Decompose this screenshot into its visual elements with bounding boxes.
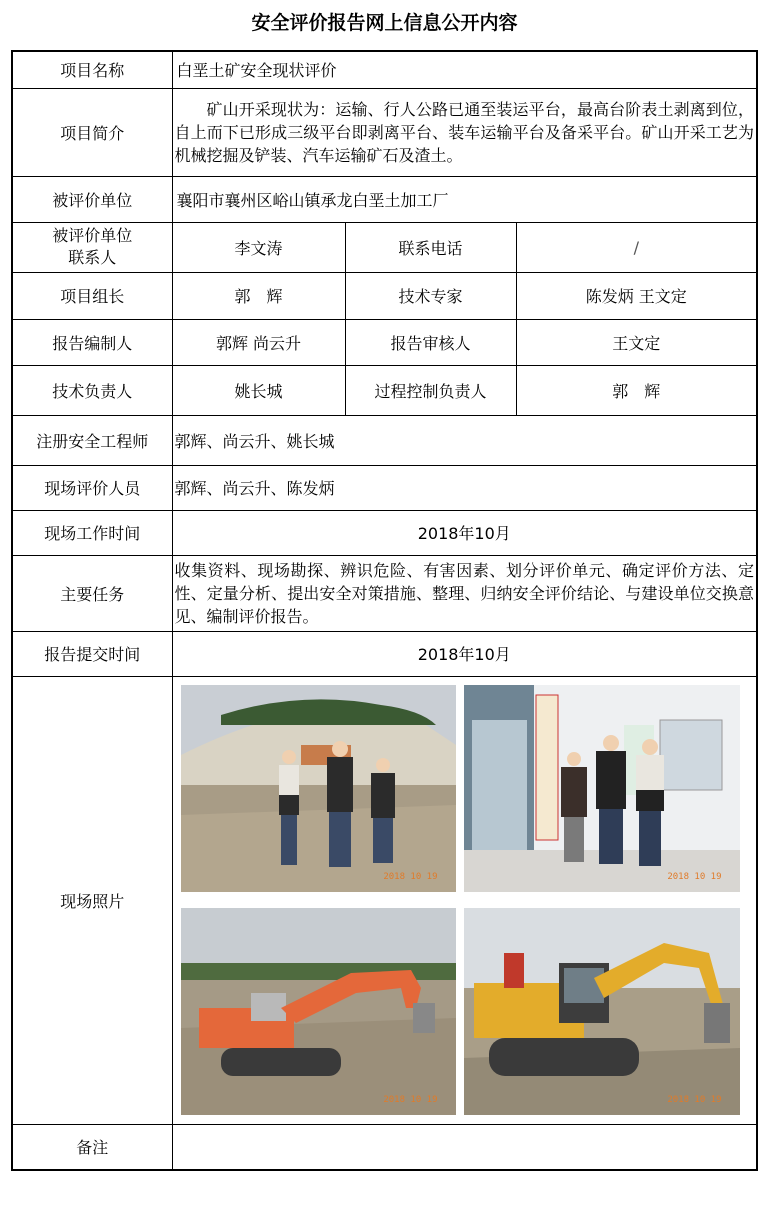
phone-value: / [516, 222, 757, 272]
onsite-staff-value: 郭辉、尚云升、陈发炳 [172, 465, 757, 510]
reviewer-value: 王文定 [516, 319, 757, 365]
expert-label: 技术专家 [345, 272, 516, 319]
photo-excavator-hitachi [181, 908, 456, 1115]
contact-label-line1: 被评价单位 [52, 226, 133, 245]
photo-excavator-hitachi-image [181, 908, 456, 1115]
row-tech-lead [12, 365, 757, 415]
project-intro-label: 项目简介 [12, 88, 172, 176]
row-project-name [12, 51, 757, 88]
info-table [11, 50, 758, 1171]
tech-lead-value: 姚长城 [172, 365, 345, 415]
contact-label-line2: 联系人 [68, 248, 117, 267]
compiler-value: 郭辉 尚云升 [172, 319, 345, 365]
remarks-value [172, 1124, 757, 1170]
onsite-time-value: 2018年10月 [172, 510, 757, 555]
photos-cell [172, 676, 757, 1124]
expert-value: 陈发炳 王文定 [516, 272, 757, 319]
tasks-label: 主要任务 [12, 555, 172, 631]
photo-2-date-stamp: 2018 10 19 [667, 872, 722, 882]
submit-time-value: 2018年10月 [172, 631, 757, 676]
onsite-time-label: 现场工作时间 [12, 510, 172, 555]
row-submit-time [12, 631, 757, 676]
process-control-label: 过程控制负责人 [345, 365, 516, 415]
photo-excavator-sany [464, 908, 740, 1115]
row-project-intro [12, 88, 757, 176]
compiler-label: 报告编制人 [12, 319, 172, 365]
evaluated-unit-value: 襄阳市襄州区峪山镇承龙白垩土加工厂 [172, 176, 757, 222]
leader-label: 项目组长 [12, 272, 172, 319]
photos-label: 现场照片 [12, 676, 172, 1124]
photo-mine-site-image [181, 685, 456, 892]
row-leader [12, 272, 757, 319]
row-onsite-staff [12, 465, 757, 510]
row-compiler [12, 319, 757, 365]
photo-factory-office-image [464, 685, 740, 892]
row-tasks [12, 555, 757, 631]
photo-3-date-stamp: 2018 10 19 [383, 1095, 438, 1105]
project-name-value: 白垩土矿安全现状评价 [172, 51, 757, 88]
photo-4-date-stamp: 2018 10 19 [667, 1095, 722, 1105]
project-name-label: 项目名称 [12, 51, 172, 88]
photo-factory-office-group [464, 685, 740, 892]
contact-value: 李文涛 [172, 222, 345, 272]
evaluated-unit-label: 被评价单位 [12, 176, 172, 222]
row-engineers [12, 415, 757, 465]
tasks-value: 收集资料、现场勘探、辨识危险、有害因素、划分评价单元、确定评价方法、定性、定量分析、提出安全对策措施、整理、归纳安全评价结论、与建设单位交换意见、编制评价报告。 [172, 555, 757, 631]
phone-label: 联系电话 [345, 222, 516, 272]
row-evaluated-unit [12, 176, 757, 222]
project-intro-value: 矿山开采现状为：运输、行人公路已通至装运平台，最高台阶表土剥离到位，自上而下已形成三级平台即剥离平台、装车运输平台及备采平台。矿山开采工艺为机械挖掘及铲装、汽车运输矿石及渣土。 [172, 88, 757, 176]
photo-excavator-sany-image [464, 908, 740, 1115]
row-contact [12, 222, 757, 272]
photo-1-date-stamp: 2018 10 19 [383, 872, 438, 882]
row-remarks [12, 1124, 757, 1170]
row-photos [12, 676, 757, 1124]
engineers-label: 注册安全工程师 [12, 415, 172, 465]
page-title: 安全评价报告网上信息公开内容 [251, 12, 518, 34]
leader-value: 郭 辉 [172, 272, 345, 319]
submit-time-label: 报告提交时间 [12, 631, 172, 676]
remarks-label: 备注 [12, 1124, 172, 1170]
engineers-value: 郭辉、尚云升、姚长城 [172, 415, 757, 465]
reviewer-label: 报告审核人 [345, 319, 516, 365]
onsite-staff-label: 现场评价人员 [12, 465, 172, 510]
process-control-value: 郭 辉 [516, 365, 757, 415]
photo-mine-site-group [181, 685, 456, 892]
contact-label [12, 222, 172, 272]
tech-lead-label: 技术负责人 [12, 365, 172, 415]
row-onsite-time [12, 510, 757, 555]
photo-grid [173, 685, 757, 1115]
